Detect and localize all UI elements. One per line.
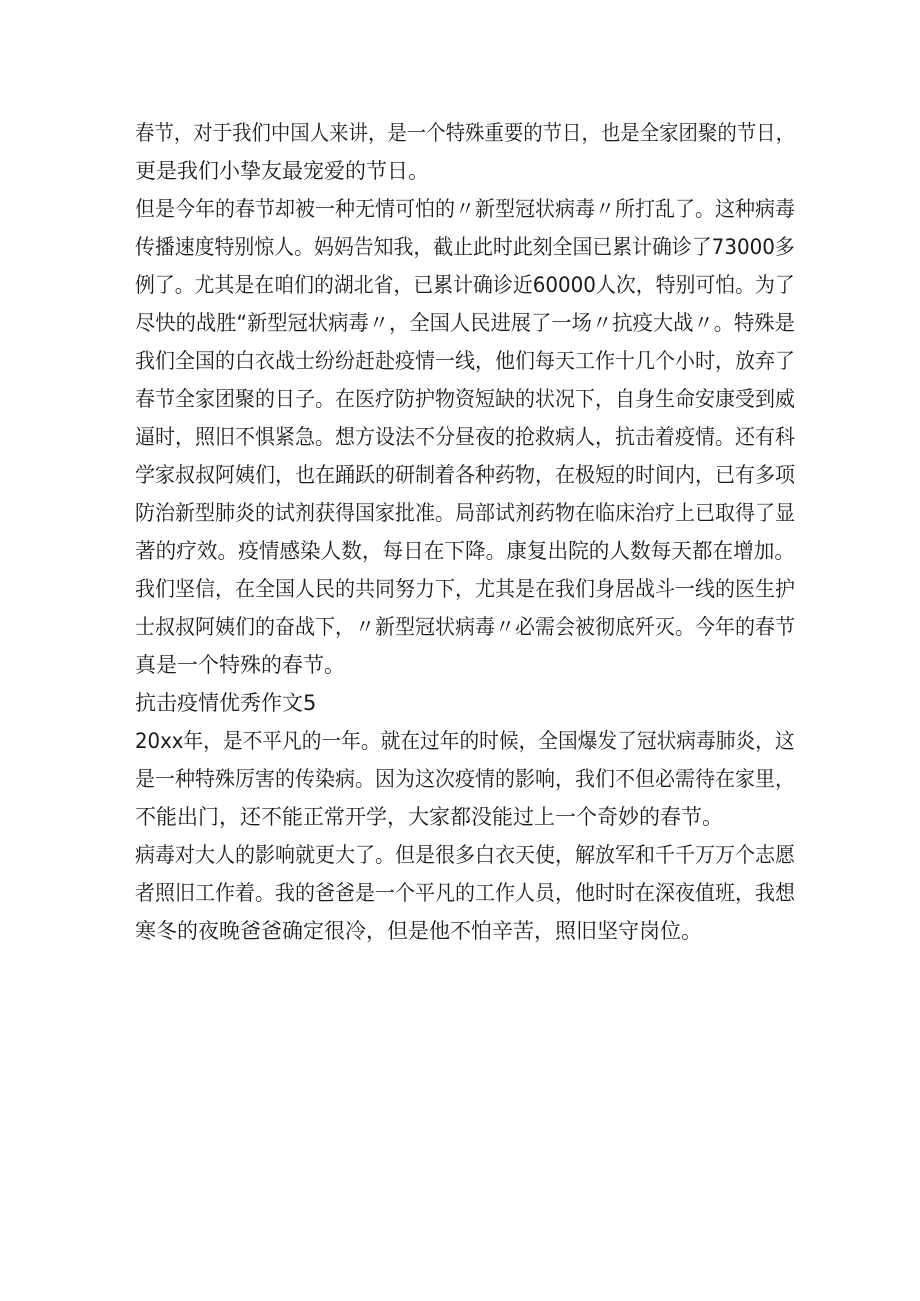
- section-heading: [135, 684, 795, 722]
- paragraph-3: [135, 570, 795, 684]
- text-line: 不能出门，还不能正常开学，大家都没能过上一个奇妙的春节。: [135, 805, 723, 829]
- text-line: 20xx年，是不平凡的一年。就在过年的时候，全国爆发了冠状病毒肺炎，这: [135, 729, 795, 753]
- heading-line: 抗击疫情优秀作文5: [135, 691, 317, 715]
- paragraph-1: [135, 114, 795, 190]
- text-line: 学家叔叔阿姨们，也在踊跃的研制着各种药物，在极短的时间内，已有多项: [135, 463, 795, 487]
- text-line: 我们坚信，在全国人民的共同努力下，尤其是在我们身居战斗一线的医生护: [135, 577, 795, 601]
- text-line: 逼时，照旧不惧紧急。想方设法不分昼夜的抢救病人，抗击着疫情。还有科: [135, 425, 795, 449]
- text-line: 士叔叔阿姨们的奋战下，〃新型冠状病毒〃必需会被彻底歼灭。今年的春节: [135, 615, 795, 639]
- text-line: 但是今年的春节却被一种无情可怕的〃新型冠状病毒〃所打乱了。这种病毒: [135, 197, 795, 221]
- text-line: 例了。尤其是在咱们的湖北省，已累计确诊近60000人次，特别可怕。为了: [135, 273, 795, 297]
- article-body: [135, 114, 795, 950]
- paragraph-6: [135, 836, 795, 950]
- paragraph-2: [135, 190, 795, 570]
- text-line: 真是一个特殊的春节。: [135, 653, 345, 677]
- text-line: 我们全国的白衣战士纷纷赶赴疫情一线，他们每天工作十几个小时，放弃了: [135, 349, 795, 373]
- text-line: 防治新型肺炎的试剂获得国家批准。局部试剂药物在临床治疗上已取得了显: [135, 501, 795, 525]
- text-line: 尽快的战胜“新型冠状病毒〃，全国人民进展了一场〃抗疫大战〃。特殊是: [135, 311, 795, 335]
- text-line: 春节，对于我们中国人来讲，是一个特殊重要的节日，也是全家团聚的节日，: [135, 121, 795, 145]
- text-line: 传播速度特别惊人。妈妈告知我，截止此时此刻全国已累计确诊了73000多: [135, 235, 795, 259]
- paragraph-5: [135, 722, 795, 836]
- text-line: 者照旧工作着。我的爸爸是一个平凡的工作人员，他时时在深夜值班，我想: [135, 881, 795, 905]
- text-line: 病毒对大人的影响就更大了。但是很多白衣天使，解放军和千千万万个志愿: [135, 843, 795, 867]
- text-line: 著的疗效。疫情感染人数，每日在下降。康复出院的人数每天都在增加。: [135, 539, 795, 563]
- text-line: 春节全家团聚的日子。在医疗防护物资短缺的状况下，自身生命安康受到威: [135, 387, 795, 411]
- text-line: 寒冬的夜晚爸爸确定很冷，但是他不怕辛苦，照旧坚守岗位。: [135, 919, 702, 943]
- text-line: 是一种特殊厉害的传染病。因为这次疫情的影响，我们不但必需待在家里，: [135, 767, 795, 791]
- text-line: 更是我们小挚友最宠爱的节日。: [135, 159, 429, 183]
